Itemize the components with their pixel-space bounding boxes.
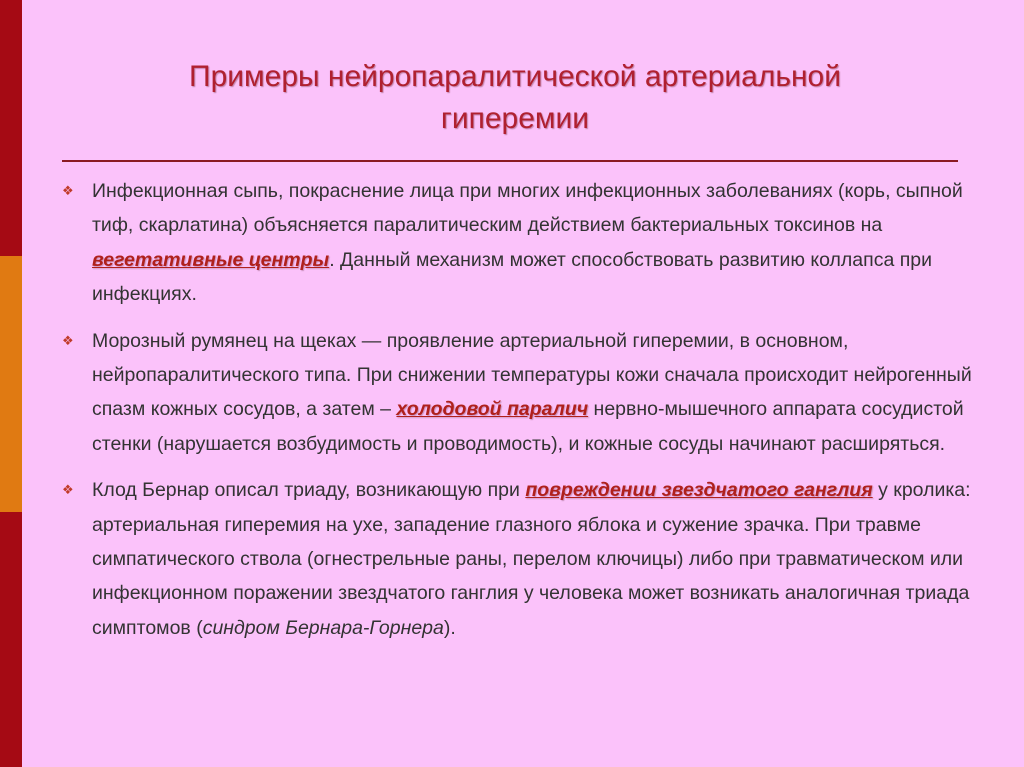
bullet-text-part: . Данный механизм может способствовать развитию коллапса при инфекциях. <box>92 248 933 306</box>
bullet-item <box>58 174 998 312</box>
bullet-text-part: Клод Бернар описал триаду, возникающую при <box>92 479 526 502</box>
bullet-text-part: у кролика: артериальная гиперемия на ухе, западение глазного яблока и сужение зрачка. При травме симпатического ствола (огнестрельные раны, перелом ключицы) либо при травматическом или инфекционном поражении звездчатого ганглия у человека может возникать аналогичная триада симптомов ( <box>92 479 971 639</box>
side-bar-orange <box>0 256 22 512</box>
bullet-text <box>92 324 998 462</box>
slide-title-line2: гиперемии <box>440 102 590 135</box>
syndrome-name: синдром Бернара-Горнера <box>202 616 444 639</box>
bullet-text <box>92 174 998 312</box>
bullet-text-part: ). <box>443 616 456 639</box>
diamond-bullet-icon: ❖ <box>62 183 74 198</box>
emphasis-term: повреждении звездчатого ганглия <box>525 479 873 502</box>
emphasis-term: вегетативные центры <box>92 248 330 271</box>
bullet-text <box>92 473 998 645</box>
title-divider <box>62 160 958 162</box>
bullet-item <box>58 473 998 645</box>
bullet-item <box>58 324 998 462</box>
bullet-list <box>58 174 998 657</box>
slide-title-line1: Примеры нейропаралитической артериальной <box>189 60 841 93</box>
slide-title <box>60 56 970 140</box>
bullet-text-part: нервно-мышечного аппарата сосудистой стенки (нарушается возбудимость и проводимость), и кожные сосуды начинают расширяться. <box>92 398 964 455</box>
bullet-text-part: Морозный румянец на щеках — проявление артериальной гиперемии, в основном, нейропаралитического типа. При снижении температуры кожи сначала происходит нейрогенный спазм кожных сосудов, а затем – <box>92 329 972 421</box>
diamond-bullet-icon: ❖ <box>62 332 74 348</box>
bullet-text-part: Инфекционная сыпь, покраснение лица при многих инфекционных заболеваниях (корь, сыпной тиф, скарлатина) объясняется паралитическим действием бактериальных токсинов на <box>92 180 963 237</box>
side-bar-red-bottom <box>0 512 22 767</box>
diamond-bullet-icon: ❖ <box>62 482 74 498</box>
side-bar-red-top <box>0 0 22 256</box>
emphasis-term: холодовой паралич <box>396 398 589 421</box>
